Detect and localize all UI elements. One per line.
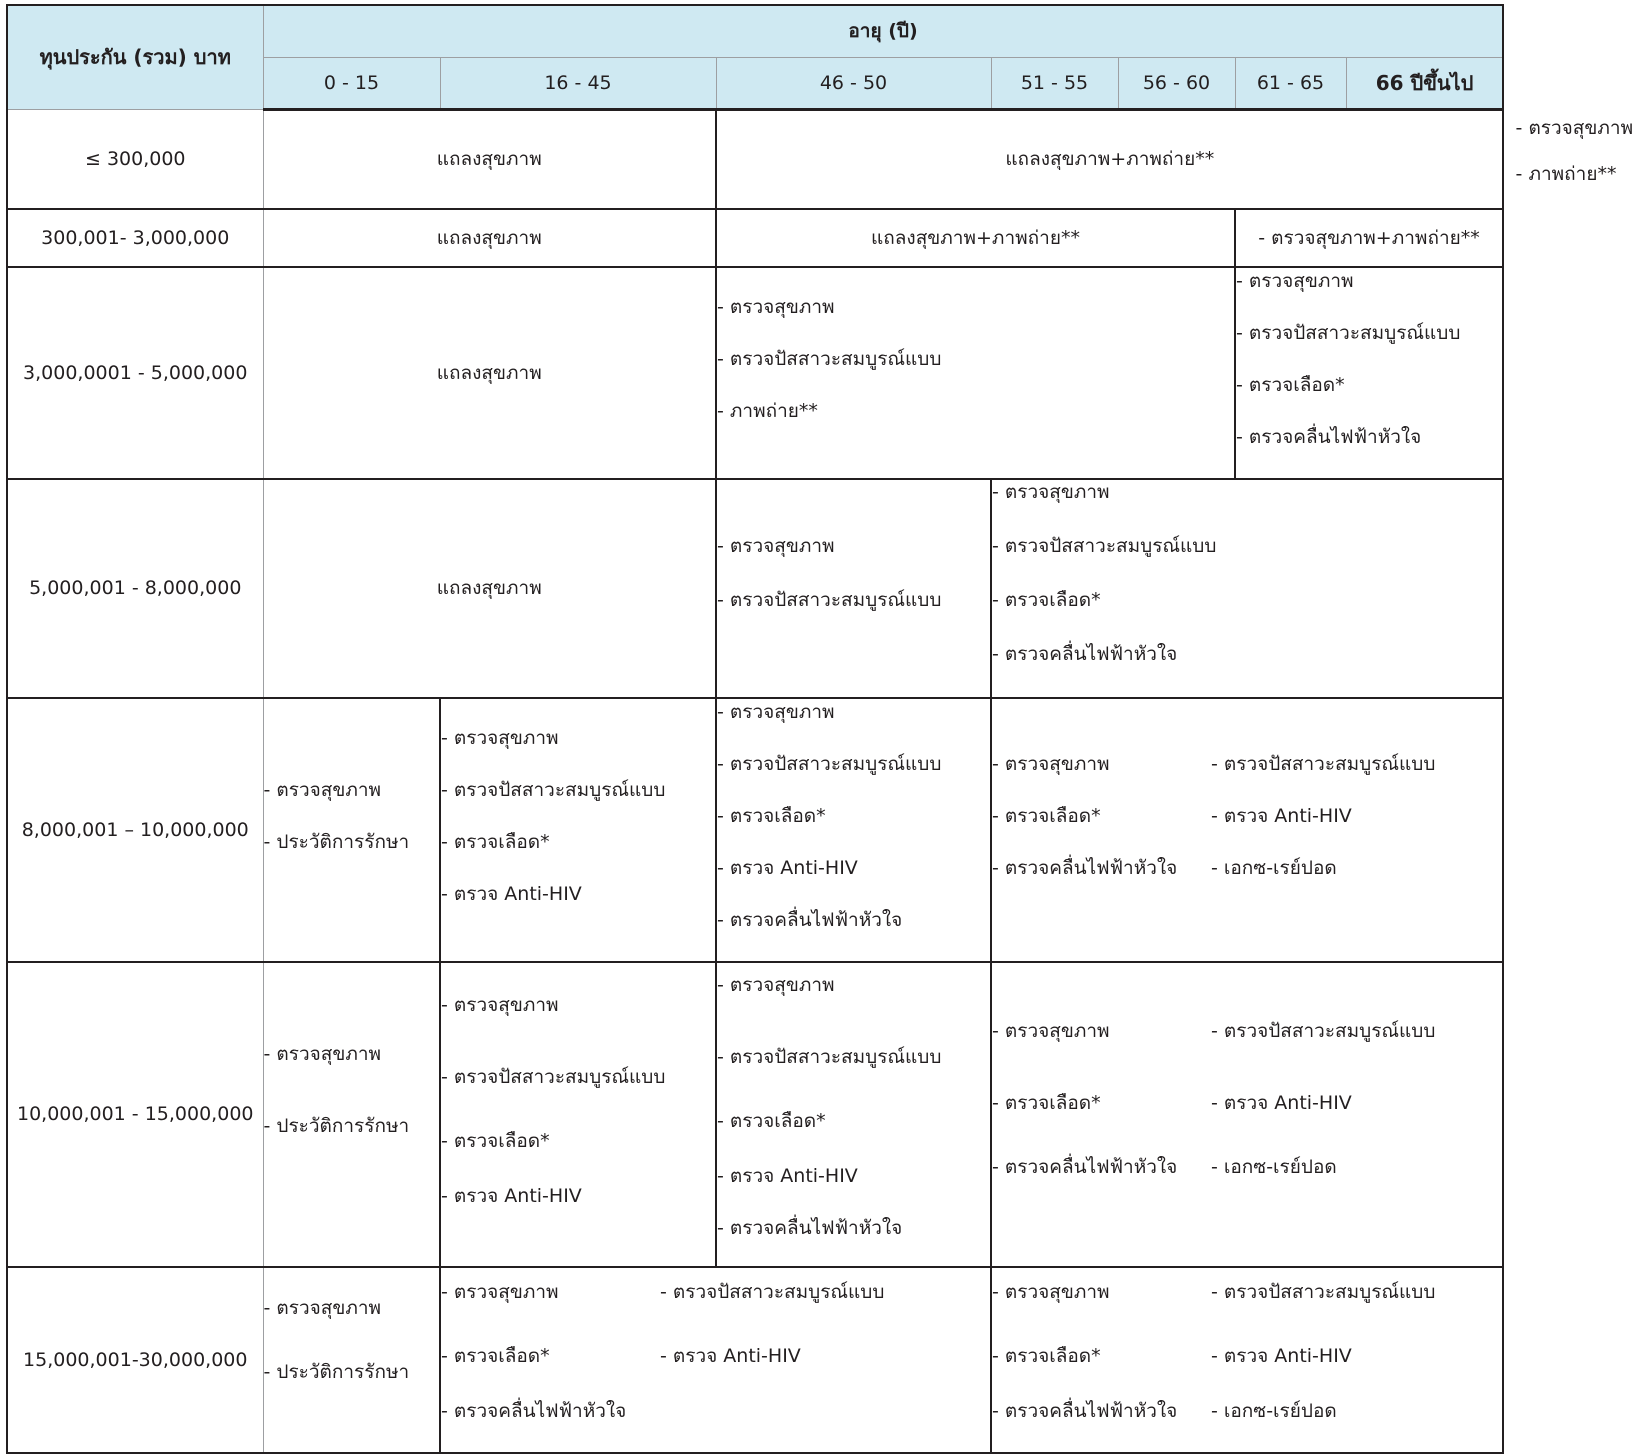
requirement-item: - ตรวจสุขภาพ [441, 993, 559, 1016]
requirement-item: - ประวัติการรักษา [263, 830, 410, 853]
requirement-item: - ตรวจสุขภาพ [1236, 269, 1354, 292]
sum-insured-cell: 8,000,001 – 10,000,000 [7, 698, 263, 962]
requirement-item: - ตรวจเลือด* [441, 1345, 550, 1367]
requirement-cell [440, 698, 716, 962]
sum-insured-cell: 5,000,001 - 8,000,000 [7, 479, 263, 698]
requirement-item: - ตรวจคลื่นไฟฟ้าหัวใจ [441, 1400, 627, 1422]
age-band-4: 56 - 60 [1118, 57, 1235, 109]
age-band-3: 51 - 55 [991, 57, 1118, 109]
requirement-item: - ตรวจ Anti-HIV [717, 856, 858, 879]
table-row [7, 1267, 1503, 1453]
requirement-item: - ตรวจสุขภาพ [441, 726, 559, 749]
requirement-cell [991, 698, 1503, 962]
requirement-item: - ตรวจเลือด* [441, 1129, 550, 1152]
requirement-cell [440, 1267, 991, 1453]
sum-insured-cell: 10,000,001 - 15,000,000 [7, 962, 263, 1267]
table-row [7, 479, 1503, 698]
requirement-item: - ตรวจสุขภาพ [717, 295, 835, 318]
health-check-requirements-table [6, 4, 1633, 1454]
requirement-item: - ตรวจปัสสาวะสมบูรณ์แบบ [1211, 1019, 1436, 1042]
table-row [7, 962, 1503, 1267]
requirement-item: - ตรวจเลือด* [441, 830, 550, 853]
requirement-item: - ตรวจสุขภาพ [717, 700, 835, 723]
requirement-item: - ตรวจปัสสาวะสมบูรณ์แบบ [717, 752, 942, 775]
requirement-item: - ตรวจ Anti-HIV [1211, 1345, 1352, 1367]
requirement-cell: แถลงสุขภาพ [263, 209, 716, 267]
requirement-item: - ตรวจสุขภาพ [717, 535, 835, 557]
age-band-2: 46 - 50 [716, 57, 991, 109]
requirement-item: - เอกซ-เรย์ปอด [1211, 1155, 1337, 1178]
requirement-item: - ตรวจสุขภาพ [717, 973, 835, 996]
requirement-item: - ตรวจ Anti-HIV [717, 1164, 858, 1187]
requirement-item: - ตรวจคลื่นไฟฟ้าหัวใจ [717, 908, 903, 931]
requirement-item: - ตรวจคลื่นไฟฟ้าหัวใจ [717, 1216, 903, 1239]
age-band-1: 16 - 45 [440, 57, 716, 109]
requirement-item: - ประวัติการรักษา [263, 1360, 410, 1383]
requirement-item: - ตรวจเลือด* [717, 1109, 826, 1132]
requirement-cell: - ตรวจสุขภาพ+ภาพถ่าย** [1235, 209, 1503, 267]
requirement-cell [716, 479, 991, 698]
requirement-cell: แถลงสุขภาพ+ภาพถ่าย** [716, 209, 1235, 267]
age-band-5: 61 - 65 [1235, 57, 1346, 109]
requirement-item: - ตรวจปัสสาวะสมบูรณ์แบบ [1236, 321, 1461, 344]
requirement-item: - ตรวจ Anti-HIV [1211, 804, 1352, 827]
requirement-item: - ตรวจสุขภาพ [441, 1281, 559, 1303]
requirement-item: - ตรวจ Anti-HIV [1211, 1091, 1352, 1114]
requirement-item: - ตรวจปัสสาวะสมบูรณ์แบบ [441, 1065, 666, 1088]
table-row [7, 698, 1503, 962]
age-header: อายุ (ปี) [263, 5, 1503, 57]
requirement-item: - ตรวจคลื่นไฟฟ้าหัวใจ [1236, 425, 1422, 448]
requirement-cell: แถลงสุขภาพ [263, 267, 716, 479]
requirement-cell [1235, 267, 1503, 479]
requirement-item: - ตรวจคลื่นไฟฟ้าหัวใจ [992, 643, 1178, 665]
age-band-0: 0 - 15 [263, 57, 440, 109]
age-band-6: 66 ปีขึ้นไป [1346, 57, 1503, 109]
requirement-cell [263, 1267, 440, 1453]
sum-insured-cell: 15,000,001-30,000,000 [7, 1267, 263, 1453]
requirement-item: - ตรวจเลือด* [1236, 373, 1345, 396]
table-row [7, 209, 1503, 267]
requirement-item: - ตรวจเลือด* [992, 1345, 1101, 1367]
requirement-item: - ตรวจสุขภาพ [263, 778, 382, 801]
requirement-item: - ตรวจสุขภาพ [992, 1281, 1110, 1303]
requirement-cell [440, 962, 716, 1267]
requirement-item: - ตรวจปัสสาวะสมบูรณ์แบบ [717, 589, 942, 611]
requirement-cell [716, 698, 991, 962]
requirement-cell [263, 962, 440, 1267]
requirement-item: - ตรวจเลือด* [992, 589, 1101, 611]
requirement-item: - ตรวจปัสสาวะสมบูรณ์แบบ [1211, 1281, 1436, 1303]
requirement-cell: แถลงสุขภาพ [263, 109, 716, 209]
requirement-item: - ภาพถ่าย** [717, 399, 818, 422]
table-row [7, 267, 1503, 479]
requirement-item: - ตรวจคลื่นไฟฟ้าหัวใจ [992, 1400, 1178, 1422]
sum-insured-cell: ≤ 300,000 [7, 109, 263, 209]
requirement-item: - ตรวจคลื่นไฟฟ้าหัวใจ [992, 1155, 1178, 1178]
requirement-item: - ตรวจปัสสาวะสมบูรณ์แบบ [992, 535, 1217, 557]
requirement-cell [991, 962, 1503, 1267]
requirement-item: - ตรวจสุขภาพ [992, 1019, 1110, 1042]
requirement-cell [991, 479, 1503, 698]
requirement-item: - ตรวจเลือด* [717, 804, 826, 827]
requirement-item: - เอกซ-เรย์ปอด [1211, 856, 1337, 879]
requirement-item: - ตรวจสุขภาพ [992, 752, 1110, 775]
requirement-item: - ตรวจ Anti-HIV [441, 882, 582, 905]
requirement-cell: แถลงสุขภาพ [263, 479, 716, 698]
requirement-item: - ตรวจสุขภาพ [992, 481, 1110, 503]
table-row: ≤ 300,000 แถลงสุขภาพ แถลงสุขภาพ+ภาพถ่าย** - ตรวจสุขภาพ - ภาพถ่าย** [7, 109, 1503, 209]
requirement-item: - ตรวจปัสสาวะสมบูรณ์แบบ [660, 1281, 885, 1303]
requirement-item: - ตรวจปัสสาวะสมบูรณ์แบบ [717, 1045, 942, 1068]
requirement-cell [716, 962, 991, 1267]
requirement-cell [991, 1267, 1503, 1453]
sum-insured-cell: 300,001- 3,000,000 [7, 209, 263, 267]
requirement-item: - ตรวจสุขภาพ [263, 1043, 382, 1065]
requirement-item: - ตรวจคลื่นไฟฟ้าหัวใจ [992, 856, 1178, 879]
requirement-item: - ตรวจปัสสาวะสมบูรณ์แบบ [717, 347, 942, 370]
requirement-item: - ตรวจเลือด* [992, 804, 1101, 827]
requirement-item: - ตรวจสุขภาพ [263, 1296, 382, 1319]
requirement-cell [716, 267, 1235, 479]
requirement-item: - เอกซ-เรย์ปอด [1211, 1400, 1337, 1422]
requirement-item: - ตรวจ Anti-HIV [660, 1345, 801, 1367]
requirement-cell [263, 698, 440, 962]
sum-insured-header: ทุนประกัน (รวม) บาท [7, 5, 263, 109]
requirement-item: - ตรวจเลือด* [992, 1091, 1101, 1114]
requirement-item: - ตรวจ Anti-HIV [441, 1184, 582, 1207]
requirement-item: - ประวัติการรักษา [263, 1115, 410, 1137]
requirement-item: - ตรวจปัสสาวะสมบูรณ์แบบ [441, 778, 666, 801]
requirement-item: - ตรวจปัสสาวะสมบูรณ์แบบ [1211, 752, 1436, 775]
sum-insured-cell: 3,000,0001 - 5,000,000 [7, 267, 263, 479]
requirement-cell: แถลงสุขภาพ+ภาพถ่าย** [716, 109, 1503, 209]
